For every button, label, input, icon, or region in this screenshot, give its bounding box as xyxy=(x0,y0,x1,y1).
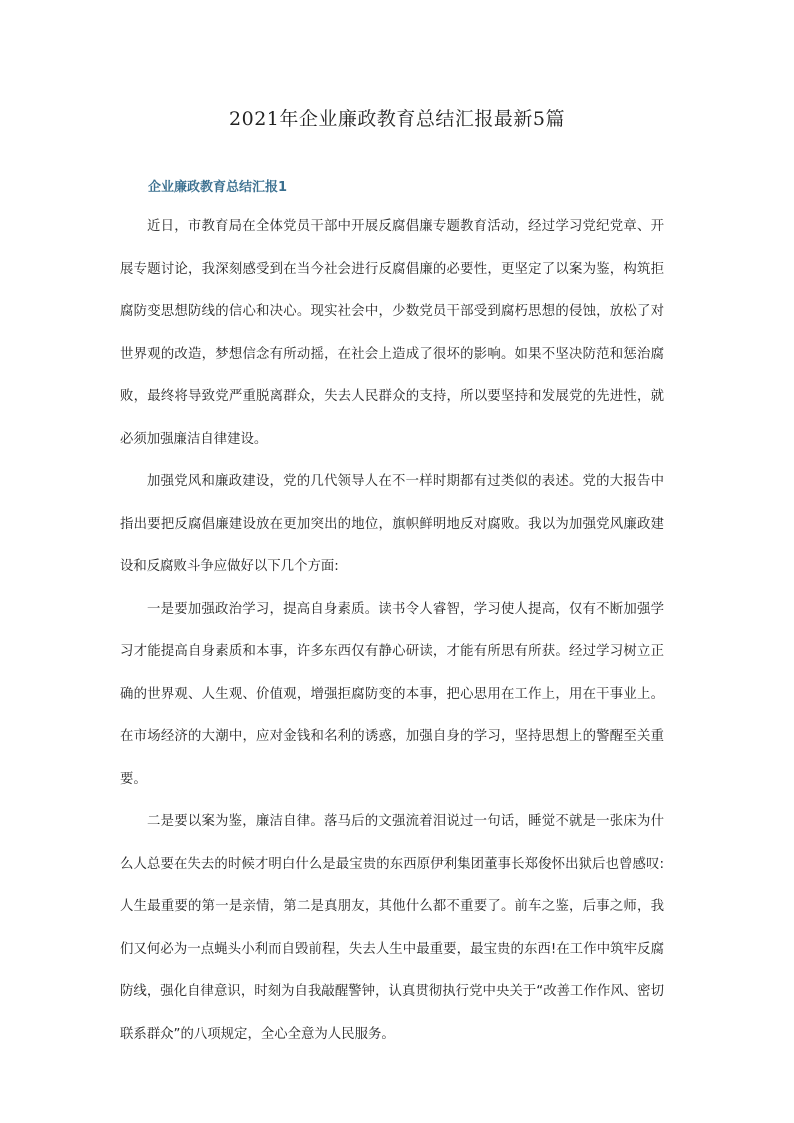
section-heading: 企业廉政教育总结汇报1 xyxy=(148,180,288,195)
document-body xyxy=(120,206,664,1056)
paragraph-4: 二是要以案为鉴，廉洁自律。落马后的文强流着泪说过一句话，睡觉不就是一张床为什么人总要在失去的时候才明白什么是最宝贵的东西原伊利集团董事长郑俊怀出狱后也曾感叹:人生最重要的第一是亲情，第二是真朋友，其他什么都不重要了。前车之鉴，后事之师，我们又何必为一点蝇头小利而自毁前程，失去人生中最重要，最宝贵的东西!在工作中筑牢反腐防线，强化自律意识，时刻为自我敲醒警钟，认真贯彻执行党中央关于“改善工作作风、密切联系群众”的八项规定，全心全意为人民服务。 xyxy=(120,814,664,1042)
paragraph-3: 一是要加强政治学习，提高自身素质。读书令人睿智，学习使人提高，仅有不断加强学习才能提高自身素质和本事，许多东西仅有静心研读，才能有所思有所获。经过学习树立正确的世界观、人生观、价值观，增强拒腐防变的本事，把心思用在工作上，用在干事业上。在市场经济的大潮中，应对金钱和名利的诱惑，加强自身的学习，坚持思想上的警醒至关重要。 xyxy=(120,601,664,787)
document-title: 2021年企业廉政教育总结汇报最新5篇 xyxy=(229,108,565,130)
paragraph-1: 近日，市教育局在全体党员干部中开展反腐倡廉专题教育活动，经过学习党纪党章、开展专题讨论，我深刻感受到在当今社会进行反腐倡廉的必要性，更坚定了以案为鉴，构筑拒腐防变思想防线的信心和决心。现实社会中，少数党员干部受到腐朽思想的侵蚀，放松了对世界观的改造，梦想信念有所动摇，在社会上造成了很坏的影响。如果不坚决防范和惩治腐败，最终将导致党严重脱离群众，失去人民群众的支持，所以要坚持和发展党的先进性，就必须加强廉洁自律建设。 xyxy=(120,219,664,447)
paragraph-2: 加强党风和廉政建设，党的几代领导人在不一样时期都有过类似的表述。党的大报告中指出要把反腐倡廉建设放在更加突出的地位，旗帜鲜明地反对腐败。我以为加强党风廉政建设和反腐败斗争应做好以下几个方面: xyxy=(120,474,664,574)
